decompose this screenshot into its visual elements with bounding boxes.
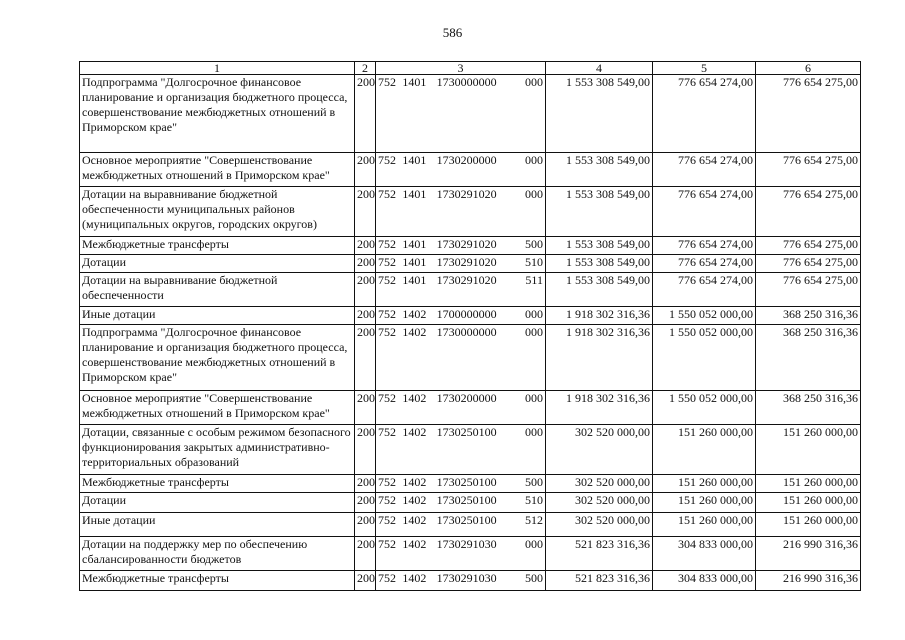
row-code-col2: 200 [355,255,376,273]
row-target-code: 1730291020 [436,187,497,201]
row-value-col4: 1 918 302 316,36 [546,307,653,325]
row-expense-type-code: 500 [524,237,543,251]
row-expense-type-code: 000 [524,325,543,339]
row-expense-type-code: 000 [524,153,543,167]
row-codes [376,237,546,255]
row-expense-type-code: 000 [524,307,543,321]
table-row [80,325,861,391]
row-value-col6: 776 654 275,00 [756,273,861,307]
row-codes [376,513,546,537]
row-section-code: 1402 [402,391,427,405]
row-value-col4: 1 918 302 316,36 [546,391,653,425]
row-value-col6: 776 654 275,00 [756,153,861,187]
column-header: 4 [546,62,653,75]
row-code-col2: 200 [355,537,376,571]
row-target-code: 1700000000 [436,307,497,321]
row-value-col5: 1 550 052 000,00 [653,307,756,325]
row-section-code: 1401 [402,187,427,201]
row-value-col6: 368 250 316,36 [756,307,861,325]
table-row [80,391,861,425]
row-section-code: 1402 [402,513,427,527]
row-section-code: 1402 [402,425,427,439]
row-value-col4: 521 823 316,36 [546,571,653,591]
row-expense-type-code: 500 [524,571,543,585]
row-admin-code: 752 [378,153,396,167]
row-expense-type-code: 510 [524,493,543,507]
row-value-col6: 151 260 000,00 [756,425,861,475]
table-row [80,537,861,571]
row-expense-type-code: 000 [524,187,543,201]
row-codes [376,571,546,591]
page-number: 586 [442,25,463,40]
row-value-col5: 776 654 274,00 [653,273,756,307]
row-codes [376,475,546,493]
row-value-col5: 151 260 000,00 [653,475,756,493]
row-code-col2: 200 [355,391,376,425]
table-row [80,425,861,475]
row-value-col4: 521 823 316,36 [546,537,653,571]
row-expense-type-code: 000 [524,537,543,551]
row-section-code: 1402 [402,307,427,321]
row-target-code: 1730200000 [436,391,497,405]
row-codes [376,425,546,475]
row-target-code: 1730250100 [436,493,497,507]
row-admin-code: 752 [378,475,396,489]
row-codes [376,493,546,513]
row-codes [376,75,546,153]
row-value-col6: 776 654 275,00 [756,75,861,153]
table-row [80,273,861,307]
row-name: Межбюджетные трансферты [80,237,355,255]
row-value-col4: 1 553 308 549,00 [546,153,653,187]
row-codes [376,153,546,187]
table-row [80,513,861,537]
row-code-col2: 200 [355,425,376,475]
row-value-col4: 1 553 308 549,00 [546,75,653,153]
row-code-col2: 200 [355,493,376,513]
row-code-col2: 200 [355,153,376,187]
row-admin-code: 752 [378,493,396,507]
row-target-code: 1730000000 [436,75,497,89]
row-code-col2: 200 [355,273,376,307]
row-expense-type-code: 000 [524,425,543,439]
row-name: Иные дотации [80,307,355,325]
row-code-col2: 200 [355,75,376,153]
row-value-col6: 776 654 275,00 [756,255,861,273]
column-header: 5 [653,62,756,75]
row-section-code: 1402 [402,493,427,507]
row-value-col4: 1 553 308 549,00 [546,237,653,255]
row-expense-type-code: 512 [524,513,543,527]
row-section-code: 1402 [402,571,427,585]
row-value-col4: 302 520 000,00 [546,475,653,493]
row-codes [376,187,546,237]
row-admin-code: 752 [378,307,396,321]
row-value-col5: 776 654 274,00 [653,153,756,187]
row-value-col4: 1 553 308 549,00 [546,255,653,273]
row-name: Межбюджетные трансферты [80,571,355,591]
table-row [80,187,861,237]
row-value-col5: 151 260 000,00 [653,513,756,537]
row-value-col5: 304 833 000,00 [653,537,756,571]
row-admin-code: 752 [378,237,396,251]
row-code-col2: 200 [355,237,376,255]
row-codes [376,273,546,307]
row-target-code: 1730291020 [436,273,497,287]
row-codes [376,307,546,325]
row-value-col5: 151 260 000,00 [653,425,756,475]
row-name: Иные дотации [80,513,355,537]
column-header: 2 [355,62,376,75]
row-code-col2: 200 [355,325,376,391]
table-row [80,237,861,255]
row-admin-code: 752 [378,513,396,527]
row-code-col2: 200 [355,571,376,591]
row-name: Подпрограмма "Долгосрочное финансовое планирование и организация бюджетного процесса, совершенствование межбюджетных отношений в Приморском крае" [80,75,355,153]
row-value-col6: 776 654 275,00 [756,187,861,237]
row-name: Дотации на выравнивание бюджетной обеспеченности муниципальных районов (муниципальных округов, городских округов) [80,187,355,237]
row-admin-code: 752 [378,537,396,551]
row-section-code: 1401 [402,237,427,251]
row-expense-type-code: 511 [525,273,543,287]
row-code-col2: 200 [355,475,376,493]
row-target-code: 1730250100 [436,513,497,527]
row-value-col5: 1 550 052 000,00 [653,391,756,425]
row-admin-code: 752 [378,273,396,287]
row-value-col4: 1 553 308 549,00 [546,273,653,307]
row-value-col5: 151 260 000,00 [653,493,756,513]
row-value-col4: 1 918 302 316,36 [546,325,653,391]
row-codes [376,325,546,391]
table-row [80,75,861,153]
row-expense-type-code: 500 [524,475,543,489]
row-code-col2: 200 [355,307,376,325]
row-code-col2: 200 [355,187,376,237]
row-value-col4: 302 520 000,00 [546,513,653,537]
row-name: Дотации [80,255,355,273]
row-value-col6: 368 250 316,36 [756,391,861,425]
table-row [80,493,861,513]
column-header: 3 [376,62,546,75]
row-value-col6: 368 250 316,36 [756,325,861,391]
row-value-col6: 776 654 275,00 [756,237,861,255]
row-section-code: 1401 [402,255,427,269]
table-row [80,255,861,273]
row-admin-code: 752 [378,187,396,201]
row-section-code: 1401 [402,75,427,89]
row-value-col6: 151 260 000,00 [756,475,861,493]
row-name: Дотации на выравнивание бюджетной обеспеченности [80,273,355,307]
row-target-code: 1730291030 [436,571,497,585]
row-admin-code: 752 [378,571,396,585]
row-admin-code: 752 [378,391,396,405]
budget-table [79,61,861,591]
row-admin-code: 752 [378,325,396,339]
row-value-col4: 1 553 308 549,00 [546,187,653,237]
row-value-col6: 216 990 316,36 [756,537,861,571]
row-admin-code: 752 [378,75,396,89]
row-section-code: 1401 [402,153,427,167]
row-name: Межбюджетные трансферты [80,475,355,493]
row-codes [376,255,546,273]
row-value-col4: 302 520 000,00 [546,425,653,475]
row-name: Дотации, связанные с особым режимом безопасного функционирования закрытых административно-территориальных образований [80,425,355,475]
row-value-col5: 776 654 274,00 [653,237,756,255]
row-target-code: 1730291030 [436,537,497,551]
row-target-code: 1730250100 [436,475,497,489]
row-target-code: 1730000000 [436,325,497,339]
table-row [80,153,861,187]
column-header: 6 [756,62,861,75]
row-name: Основное мероприятие "Совершенствование межбюджетных отношений в Приморском крае" [80,153,355,187]
row-name: Подпрограмма "Долгосрочное финансовое планирование и организация бюджетного процесса, совершенствование межбюджетных отношений в Приморском крае" [80,325,355,391]
table-row [80,307,861,325]
table-row [80,475,861,493]
row-value-col5: 776 654 274,00 [653,187,756,237]
row-value-col5: 776 654 274,00 [653,75,756,153]
row-section-code: 1402 [402,325,427,339]
row-value-col4: 302 520 000,00 [546,493,653,513]
table-row [80,571,861,591]
row-section-code: 1401 [402,273,427,287]
row-value-col6: 151 260 000,00 [756,513,861,537]
row-target-code: 1730200000 [436,153,497,167]
row-admin-code: 752 [378,425,396,439]
row-code-col2: 200 [355,513,376,537]
row-value-col5: 304 833 000,00 [653,571,756,591]
row-codes [376,537,546,571]
row-value-col6: 151 260 000,00 [756,493,861,513]
row-target-code: 1730250100 [436,425,497,439]
row-admin-code: 752 [378,255,396,269]
row-name: Дотации [80,493,355,513]
row-value-col5: 1 550 052 000,00 [653,325,756,391]
row-section-code: 1402 [402,537,427,551]
column-header: 1 [80,62,355,75]
row-name: Основное мероприятие "Совершенствование межбюджетных отношений в Приморском крае" [80,391,355,425]
row-target-code: 1730291020 [436,255,497,269]
header-row [80,62,861,75]
row-section-code: 1402 [402,475,427,489]
row-expense-type-code: 000 [524,391,543,405]
row-value-col6: 216 990 316,36 [756,571,861,591]
row-value-col5: 776 654 274,00 [653,255,756,273]
row-expense-type-code: 510 [524,255,543,269]
row-codes [376,391,546,425]
row-expense-type-code: 000 [524,75,543,89]
row-name: Дотации на поддержку мер по обеспечению сбалансированности бюджетов [80,537,355,571]
row-target-code: 1730291020 [436,237,497,251]
